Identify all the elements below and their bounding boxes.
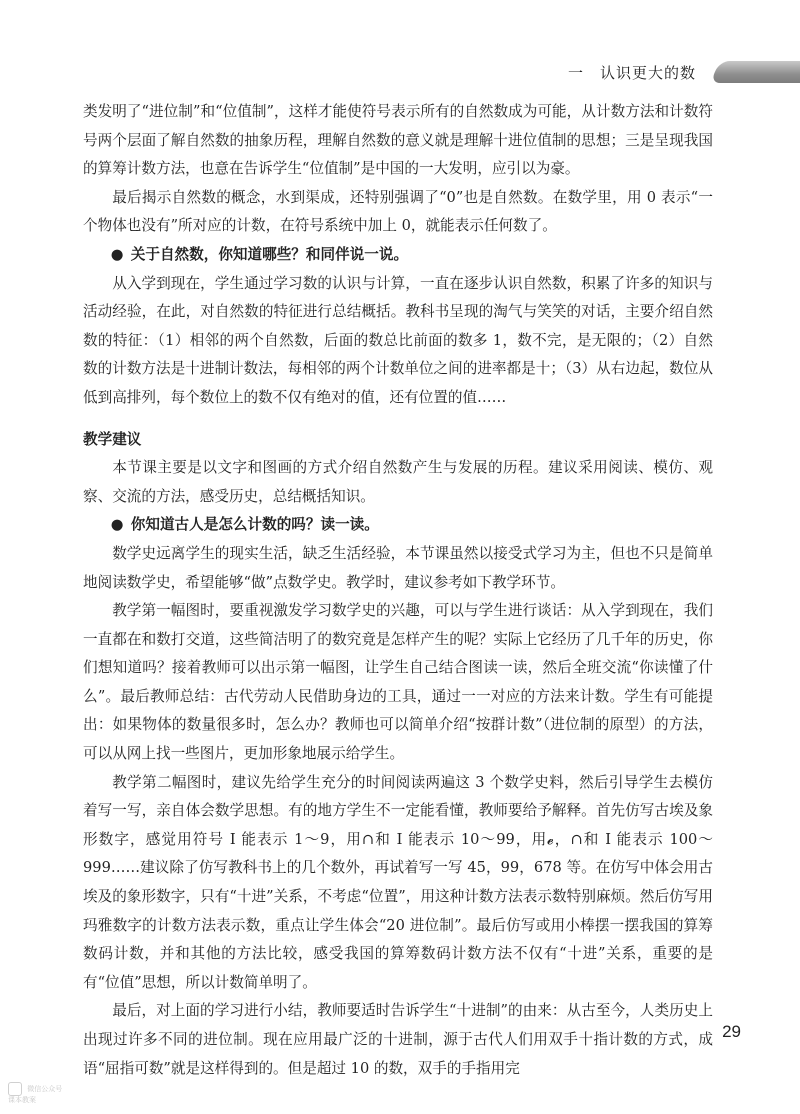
bullet-question [83,241,713,270]
chapter-title: 一 认识更大的数 [567,63,696,82]
paragraph: 最后揭示自然数的概念，水到渠成，还特别强调了“0”也是自然数。在数学里，用 0 表示“一个物体也没有”所对应的计数，在符号系统中加上 0，就能表示任何数了。 [83,188,713,235]
watermark-text: 微信公众号 课本教案 [8,1085,63,1104]
paragraph: 数学史远离学生的现实生活，缺乏生活经验，本节课虽然以接受式学习为主，但也不只是简单地阅读数学史，希望能够“做”点数学史。教学时，建议参考如下教学环节。 [83,544,713,591]
paragraph: 最后，对上面的学习进行小结，教师要适时告诉学生“十进制”的由来：从古至今，人类历史上出现过许多不同的进位制。现在应用最广泛的十进制，源于古代人们用双手十指计数的方式，成语“屈指可数”就是这样得到的。但是超过 10 的数，双手的手指用完 [83,1002,713,1077]
paragraph: 从入学到现在，学生通过学习数的认识与计算，一直在逐步认识自然数，积累了许多的知识与活动经验，在此，对自然数的特征进行总结概括。教科书呈现的淘气与笑笑的对话，主要介绍自然数的特征：（1）相邻的两个自然数，后面的数总比前面的数多 1，数不完，是无限的；（2）自然数的计数方法是十进制计数法，每相邻的两个计数单位之间的进率都是十；（3）从右边起，数位从低到高排列，每个数位上的数不仅有绝对的值，还有位置的值…… [83,274,713,406]
running-header [568,58,800,86]
bullet-dot-icon: ● [110,516,124,534]
header-tab-decoration [710,61,800,83]
bullet-text: 你知道古人是怎么计数的吗？读一读。 [130,516,379,534]
paragraph: 教学第一幅图时，要重视激发学习数学史的兴趣，可以与学生进行谈话：从入学到现在，我们一直都在和数打交道，这些简洁明了的数究竟是怎样产生的呢？实际上它经历了几千年的历史，你们想知道吗？接着教师可以出示第一幅图，让学生自己结合图读一读，然后全班交流“你读懂了什么”。最后教师总结：古代劳动人民借助身边的工具，通过一一对应的方法来计数。学生有可能提出：如果物体的数量很多时，怎么办？教师也可以简单介绍“按群计数”（进位制的原型）的方法，可以从网上找一些图片，更加形象地展示给学生。 [83,602,713,763]
bullet-text: 关于自然数，你知道哪些？和同伴说一说。 [130,245,409,263]
paragraph: 本节课主要是以文字和图画的方式介绍自然数产生与发展的历程。建议采用阅读、模仿、观察、交流的方法，感受历史，总结概括知识。 [83,459,713,505]
paragraph: 教学第二幅图时，建议先给学生充分的时间阅读两遍这 3 个数学史料，然后引导学生去模仿着写一写，亲自体会数学思想。有的地方学生不一定能看懂，教师要给予解释。首先仿写古埃及象形数字，感觉用符号 Ι 能表示 1～9，用∩和 Ι 能表示 10～99，用𝓮，∩和 Ι 能表示 100～999……建议除了仿写教科书上的几个数外，再试着写一写 45，99，678 等。在仿写中体会用古埃及的象形数字，只有“十进”关系，不考虑“位置”，用这种计数方法表示数特别麻烦。然后仿写用玛雅数字的计数方法表示数，重点让学生体会“20 进位制”。最后仿写或用小棒摆一摆我国的算筹数码计数，并和其他的方法比较，感受我国的算筹数码计数方法不仅有“十进”关系，重要的是有“位值”思想，所以计数简单明了。 [83,773,713,991]
page-number: 29 [722,1022,741,1041]
paragraph: 类发明了“进位制”和“位值制”，这样才能使符号表示所有的自然数成为可能，从计数方法和计数符号两个层面了解自然数的抽象历程，理解自然数的意义就是理解十进位值制的思想；三是呈现我国的算筹计数方法，也意在告诉学生“位值制”是中国的一大发明，应引以为豪。 [83,103,713,178]
bullet-dot-icon: ● [110,245,124,263]
watermark-logo [8,1082,62,1105]
section-heading: 教学建议 [83,430,142,448]
page-body [83,98,713,1083]
watermark-icon [8,1082,22,1096]
bullet-question [83,511,713,540]
